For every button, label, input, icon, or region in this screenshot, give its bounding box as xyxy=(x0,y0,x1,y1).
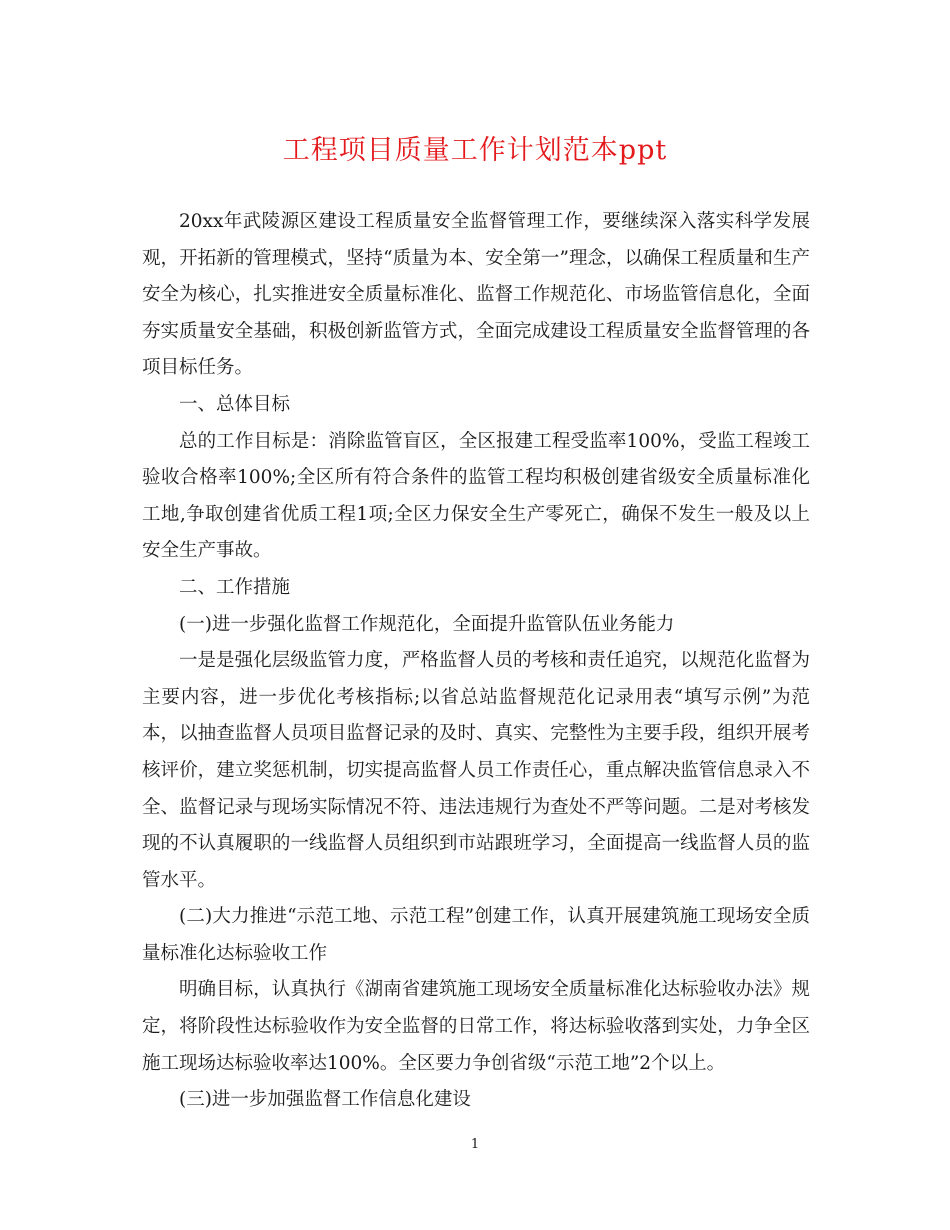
overall-goals-paragraph: 总的工作目标是：消除监管盲区，全区报建工程受监率100%，受监工程竣工验收合格率100%;全区所有符合条件的监管工程均积极创建省级安全质量标准化工地,争取创建省优质工程1项;全区力保安全生产零死亡，确保不发生一般及以上安全生产事故。 xyxy=(142,430,810,562)
subsection-heading-3: (三)进一步加强监督工作信息化建设 xyxy=(179,1089,471,1111)
subsection-heading-2: (二)大力推进“示范工地、示范工程”创建工作，认真开展建筑施工现场安全质量标准化达标验收工作 xyxy=(142,906,810,964)
page-number: 1 xyxy=(470,1137,480,1152)
section-heading-overall-goals: 一、总体目标 xyxy=(179,393,291,415)
document-title: 工程项目质量工作计划范本ppt xyxy=(282,135,668,166)
subsection-heading-1: (一)进一步强化监督工作规范化，全面提升监管队伍业务能力 xyxy=(179,613,675,635)
subsection-2-paragraph: 明确目标，认真执行《湖南省建筑施工现场安全质量标准化达标验收办法》规定，将阶段性达标验收作为安全监督的日常工作，将达标验收落到实处，力争全区施工现场达标验收率达100%。全区要力争创省级“示范工地”2个以上。 xyxy=(142,979,810,1074)
section-heading-work-measures: 二、工作措施 xyxy=(179,576,291,598)
subsection-1-paragraph: 一是是强化层级监管力度，严格监督人员的考核和责任追究，以规范化监督为主要内容，进一步优化考核指标;以省总站监督规范化记录用表“填写示例”为范本，以抽查监督人员项目监督记录的及时、真实、完整性为主要手段，组织开展考核评价，建立奖惩机制，切实提高监督人员工作责任心，重点解决监管信息录入不全、监督记录与现场实际情况不符、违法违规行为查处不严等问题。二是对考核发现的不认真履职的一线监督人员组织到市站跟班学习，全面提高一线监督人员的监管水平。 xyxy=(142,650,810,891)
document-body xyxy=(142,204,810,1119)
intro-paragraph: 20xx年武陵源区建设工程质量安全监督管理工作，要继续深入落实科学发展观，开拓新的管理模式，坚持“质量为本、安全第一”理念，以确保工程质量和生产安全为核心，扎实推进安全质量标准化、监督工作规范化、市场监管信息化，全面夯实质量安全基础，积极创新监管方式，全面完成建设工程质量安全监督管理的各项目标任务。 xyxy=(142,211,810,379)
